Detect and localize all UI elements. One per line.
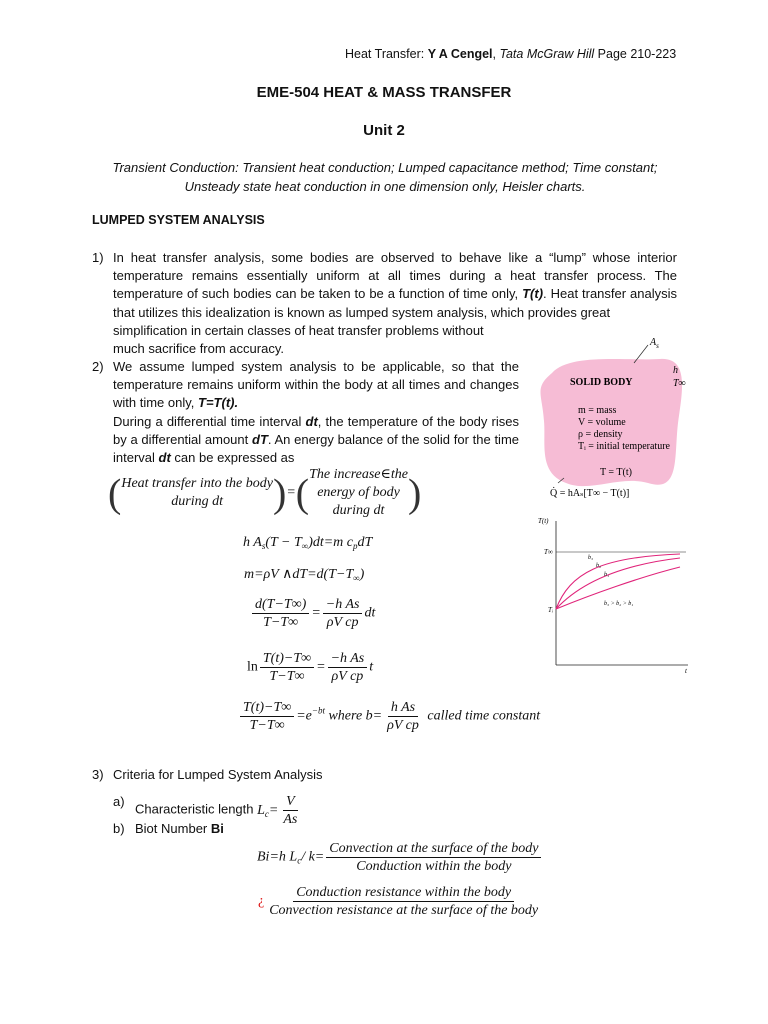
eq1-d: dT [357,535,373,550]
tt-label: T = T(t) [600,467,632,478]
eq5-mid: =e [296,708,312,724]
as-main: A [650,337,657,348]
eq5-sup: −bt [311,705,325,716]
point-3a-label: a) [113,794,125,809]
eq5-rnum: h As [388,699,418,717]
p2-text-e: can be expressed as [170,450,295,466]
p2-text-a: We assume lumped system analysis to be applicable, so that the temperature remains uniform within the body at all times and changes with time only, [113,359,519,411]
p2-text-c: , the temperature of the body rises by a differential amount [113,413,520,447]
lc-sub: c [264,808,269,819]
syllabus [80,158,690,196]
eq4-ln: ln [247,659,258,675]
lc-eq: = [268,802,279,818]
p2-text-b: During a differential time interval [113,413,306,429]
biot-bold: Bi [210,821,224,836]
p1-text-c: simplification in certain classes of heat transfer problems without [113,323,484,338]
balance-left-2: during dt [171,494,224,509]
point-3b-text [135,820,224,838]
eq3-end: dt [364,605,376,621]
b2-label: b₂ [596,563,602,569]
eq4-rden: ρV cp [331,669,364,684]
equation-3: $\frac{d(T-T\infty)}{T-T\infty}$ = $\frac{\text{−h As}}{\text{ρV cp}}$ dt [250,596,375,631]
equation-4: ln $\frac{T(t)-T\infty}{T-T\infty}$ = $\frac{\text{−h As}}{\text{ρV cp}}$ t [247,651,374,684]
equation-1 [243,535,372,551]
ref-prefix: Heat Transfer: [345,47,428,61]
eq5-end: called time constant [423,708,541,724]
point-2-number: 2) [92,359,104,374]
bi-sub: c [297,855,302,866]
energy-balance-equation: ( Heat transfer into the body during dt )=( The increase∈the energy of body during dt ) [108,467,422,518]
tinf-tick: T∞ [544,548,553,556]
point-3b-label: b) [113,821,125,836]
eq4-den: T−T∞ [269,669,305,684]
point-1-number: 1) [92,250,104,265]
ref-sep: , [492,47,500,61]
ref-author: Y A Cengel [427,47,493,61]
bi-k: / k= [301,849,325,865]
b1-label: b₁ [604,572,610,578]
p2-dt: dt [305,413,318,429]
lc-num: V [283,793,298,811]
p2-dT: dT [252,431,268,447]
equation-5 [238,699,540,734]
volume-label: V = volume [578,417,626,428]
bi-den: Conduction within the body [356,859,512,874]
eq5-num: T(t)−T∞ [240,699,294,717]
ti-tick: Tᵢ [548,606,554,614]
as-sub: s [656,342,659,350]
biot-label: Biot Number [135,821,211,836]
char-length-label: Characteristic length [135,801,258,817]
p1-text-b: . Heat transfer analysis that utilizes this idealization is known as lumped system analysis, which provides great [113,286,677,320]
p2-dt2: dt [158,450,171,466]
point-1-text [113,249,677,322]
mass-label: m = mass [578,405,617,416]
density-label: ρ = density [578,429,623,440]
eq1-inf: ∞ [301,541,309,551]
p1-tt: T(t) [522,286,544,302]
unit-title: Unit 2 [363,122,405,139]
point-3-number: 3) [92,767,104,782]
q-label: Q̇ = hAₛ[T∞ − T(t)] [550,488,630,499]
balance-right-3: during dt [332,503,385,518]
balance-right-1: The increase∈the [309,467,408,482]
p2-tt: T=T(t). [198,395,239,411]
x-axis-label: t [685,667,687,673]
bi2-num: Conduction resistance within the body [293,884,514,902]
b3-label: b₃ [588,555,594,561]
eq5-rden: ρV cp [387,718,419,733]
balance-left-1: Heat transfer into the body [121,476,273,491]
eq4-end: t [369,659,374,675]
eq5-where: where b= [324,708,383,724]
eq4-rnum: −h As [328,650,368,668]
eq3-num: d(T−T∞) [252,596,309,614]
initial-temp-label: Tᵢ = initial temperature [578,441,670,452]
bi-num: Convection at the surface of the body [326,840,541,858]
h-label: h [673,365,678,376]
eq3-rnum: −h As [323,596,363,614]
eq2-inf: ∞ [353,573,360,583]
balance-right-2: energy of body [317,485,400,500]
bi2-den: Convection resistance at the surface of the body [269,903,539,918]
equation-2 [244,566,364,583]
lc-lhs: L [257,802,265,818]
ref-pages: Page 210-223 [594,47,677,61]
course-title: EME-504 HEAT & MASS TRANSFER [256,84,512,101]
eq1-s: s [261,541,266,551]
eq1-p: p [353,541,358,551]
point-2-text [113,358,519,467]
ref-publisher: Tata McGraw Hill [499,47,595,61]
p1-text-a: In heat transfer analysis, some bodies are observed to behave like a “lump” whose interior temperature remains essentially uniform at all times during a heat transfer process. The temperature of such bodies can be taken to be a function of time only, [113,250,677,302]
bi-lhs: Bi=h L [257,849,298,865]
syllabus-line-1: Transient Conduction: Transient heat conduction; Lumped capacitance method; Time constant; [112,160,658,175]
bi2-mark: ¿ [258,893,265,909]
syllabus-line-2: Unsteady state heat conduction in one dimension only, Heisler charts. [184,179,586,194]
eq3-den: T−T∞ [263,615,299,630]
reference-line [345,47,676,61]
tinf-label: T∞ [673,378,686,389]
section-heading: LUMPED SYSTEM ANALYSIS [92,213,265,227]
as-label [649,337,659,350]
solid-body-label: SOLID BODY [570,377,633,388]
eq1-c: )dt=m c [308,535,354,550]
p2-text-d: . An energy balance of the solid for the time interval [113,431,520,466]
biot-equation-2 [258,884,543,919]
eq3-rden: ρV cp [326,615,359,630]
eq5-den: T−T∞ [249,718,285,733]
biot-equation [257,840,543,875]
point-3-text: Criteria for Lumped System Analysis [113,767,323,782]
eq1-b: (T − T [265,535,302,550]
eq2-a: m=ρV ∧dT=d(T−T [244,567,354,582]
eq1-a: h A [243,535,262,550]
y-axis-label: T(t) [538,517,549,525]
eq2-end: ) [359,567,365,582]
p1-text-d: much sacrifice from accuracy. [113,341,284,356]
lumped-body-figure [530,333,700,673]
lc-den: As [283,812,298,827]
eq4-num: T(t)−T∞ [260,650,314,668]
b-order-label: b₃ > b₂ > b₁ [604,601,634,607]
